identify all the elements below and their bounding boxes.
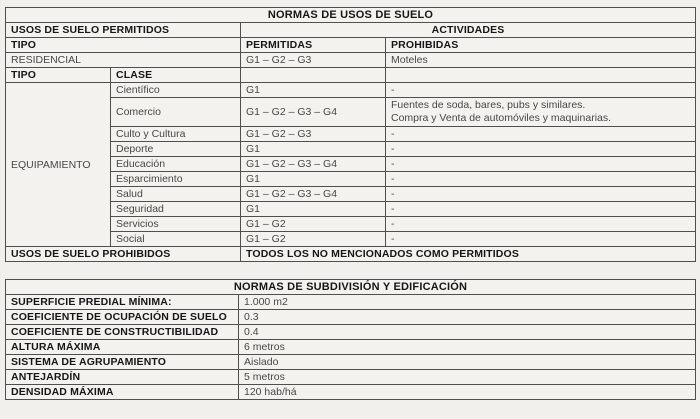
cell-prohibidas: -	[386, 172, 696, 187]
cell-prohibidos-label: USOS DE SUELO PROHIBIDOS	[6, 247, 241, 262]
cell-permitidas: G1	[241, 202, 386, 217]
cell-prohibidas: -	[386, 157, 696, 172]
cell-prohibidas: -	[386, 202, 696, 217]
norm-value: 6 metros	[239, 340, 696, 355]
row-cientifico	[6, 83, 696, 98]
table1-title: NORMAS DE USOS DE SUELO	[6, 8, 696, 23]
header-actividades: ACTIVIDADES	[241, 23, 696, 38]
cell-clase: Comercio	[111, 98, 241, 127]
cell-prohibidas	[386, 98, 696, 127]
table1-group-header-row	[6, 68, 696, 83]
cell-clase: Científico	[111, 83, 241, 98]
norm-value: 0.4	[239, 325, 696, 340]
table1-header-row	[6, 23, 696, 38]
empty-cell	[241, 68, 386, 83]
cell-prohibidas: -	[386, 127, 696, 142]
cell-permitidas: G1	[241, 83, 386, 98]
norm-value: 1.000 m2	[239, 295, 696, 310]
subheader-prohibidas: PROHIBIDAS	[386, 38, 696, 53]
cell-prohibidas: -	[386, 83, 696, 98]
prohibidas-line-2: Compra y Venta de automóviles y maquinarias.	[391, 112, 612, 124]
subheader-permitidas: PERMITIDAS	[241, 38, 386, 53]
cell-equipamiento-label: EQUIPAMIENTO	[6, 83, 111, 247]
norm-label: ALTURA MÁXIMA	[6, 340, 239, 355]
cell-prohibidas: -	[386, 142, 696, 157]
row-densidad-maxima	[6, 385, 696, 400]
norm-label: COEFICIENTE DE OCUPACIÓN DE SUELO	[6, 310, 239, 325]
row-sistema-agrupamiento	[6, 355, 696, 370]
empty-cell	[386, 68, 696, 83]
table1-title-row	[6, 8, 696, 23]
cell-clase: Salud	[111, 187, 241, 202]
cell-clase: Seguridad	[111, 202, 241, 217]
prohibidas-line-1: Fuentes de soda, bares, pubs y similares.	[391, 99, 586, 111]
row-coef-constructibilidad	[6, 325, 696, 340]
group-header-tipo: TIPO	[6, 68, 111, 83]
subheader-tipo: TIPO	[6, 38, 241, 53]
cell-permitidas: G1 – G2	[241, 217, 386, 232]
cell-permitidas: G1	[241, 142, 386, 157]
cell-clase: Educación	[111, 157, 241, 172]
cell-clase: Deporte	[111, 142, 241, 157]
tables-gap	[5, 262, 695, 279]
row-antejardin	[6, 370, 696, 385]
cell-permitidas: G1 – G2 – G3	[241, 53, 386, 68]
table2-title-row	[6, 280, 696, 295]
cell-clase: Culto y Cultura	[111, 127, 241, 142]
norm-label: SUPERFICIE PREDIAL MÍNIMA:	[6, 295, 239, 310]
row-coef-ocupacion	[6, 310, 696, 325]
table1-subheader-row	[6, 38, 696, 53]
header-usos-permitidos: USOS DE SUELO PERMITIDOS	[6, 23, 241, 38]
cell-clase: Social	[111, 232, 241, 247]
norm-label: SISTEMA DE AGRUPAMIENTO	[6, 355, 239, 370]
row-altura-maxima	[6, 340, 696, 355]
cell-prohibidas: -	[386, 217, 696, 232]
cell-tipo: RESIDENCIAL	[6, 53, 241, 68]
group-header-clase: CLASE	[111, 68, 241, 83]
cell-prohibidas: -	[386, 232, 696, 247]
norm-value: 120 hab/há	[239, 385, 696, 400]
cell-permitidas: G1 – G2 – G3 – G4	[241, 98, 386, 127]
norm-label: DENSIDAD MÁXIMA	[6, 385, 239, 400]
norm-value: 5 metros	[239, 370, 696, 385]
cell-prohibidas: Moteles	[386, 53, 696, 68]
cell-permitidas: G1 – G2 – G3	[241, 127, 386, 142]
norm-value: 0.3	[239, 310, 696, 325]
cell-permitidas: G1 – G2 – G3 – G4	[241, 157, 386, 172]
norm-value: Aislado	[239, 355, 696, 370]
cell-clase: Servicios	[111, 217, 241, 232]
norm-label: ANTEJARDÍN	[6, 370, 239, 385]
cell-prohibidos-value: TODOS LOS NO MENCIONADOS COMO PERMITIDOS	[241, 247, 696, 262]
row-residencial	[6, 53, 696, 68]
cell-clase: Esparcimiento	[111, 172, 241, 187]
cell-permitidas: G1 – G2	[241, 232, 386, 247]
cell-permitidas: G1	[241, 172, 386, 187]
row-superficie-predial	[6, 295, 696, 310]
land-use-norms-table	[5, 7, 696, 262]
cell-permitidas: G1 – G2 – G3 – G4	[241, 187, 386, 202]
table2-title: NORMAS DE SUBDIVISIÓN Y EDIFICACIÓN	[6, 280, 696, 295]
subdivision-norms-table	[5, 279, 696, 400]
cell-prohibidas: -	[386, 187, 696, 202]
norm-label: COEFICIENTE DE CONSTRUCTIBILIDAD	[6, 325, 239, 340]
row-usos-prohibidos	[6, 247, 696, 262]
